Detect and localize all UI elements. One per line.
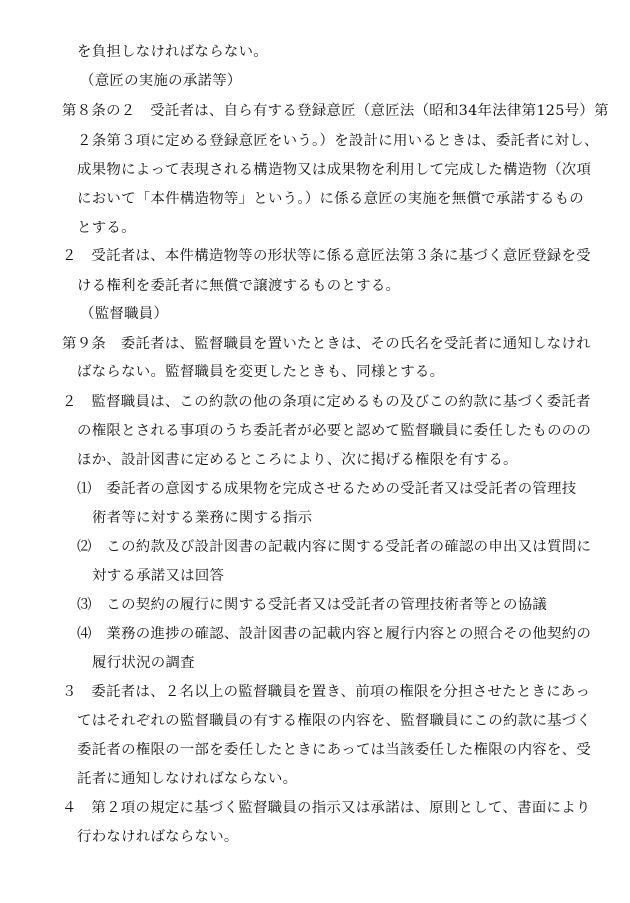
list-item-line: ⑵ この約款及び設計図書の記載内容に関する受託者の確認の申出又は質問に [77, 539, 592, 555]
paragraph-line: ２ 監督職員は、この約款の他の条項に定めるもの及びこの約款に基づく委託者 [62, 394, 591, 410]
text-line: 術者等に対する業務に関する指示 [92, 510, 313, 526]
text-line: 行わなければならない。 [77, 829, 239, 845]
text-line: 委託者の権限の一部を委任したときにあっては当該委任した権限の内容を、受 [77, 742, 592, 758]
list-item-line: ⑷ 業務の進捗の確認、設計図書の記載内容と履行内容との照合その他契約の [77, 626, 592, 642]
text-line: ほか、設計図書に定めるところにより、次に掲げる権限を有する。 [77, 452, 518, 468]
paragraph-line: ２ 受託者は、本件構造物等の形状等に係る意匠法第３条に基づく意匠登録を受 [62, 248, 591, 264]
text-line: を負担しなければならない。 [77, 44, 268, 60]
list-item-line: ⑶ この契約の履行に関する受託者又は受託者の管理技術者等との協議 [77, 597, 548, 613]
text-line: とする。 [77, 220, 136, 236]
list-item-line: ⑴ 委託者の意図する成果物を完成させるための受託者又は受託者の管理技 [77, 481, 577, 497]
paragraph-line: ３ 委託者は、２名以上の監督職員を置き、前項の権限を分担させたときにあっ [62, 684, 591, 700]
text-line: の権限とされる事項のうち委託者が必要と認めて監督職員に委任したもののの [77, 423, 592, 439]
article-line: 第８条の２ 受託者は、自ら有する登録意匠（意匠法（昭和34年法律第125号）第 [62, 103, 609, 119]
text-line: 託者に通知しなければならない。 [77, 771, 298, 787]
text-line: ばならない。監督職員を変更したときも、同様とする。 [77, 364, 445, 380]
article-line: 第９条 委託者は、監督職員を置いたときは、その氏名を受託者に通知しなけれ [62, 336, 591, 352]
text-line: において「本件構造物等」という。）に係る意匠の実施を無償で承諾するもの [77, 191, 584, 207]
text-line: 成果物によって表現される構造物又は成果物を利用して完成した構造物（次項 [77, 162, 592, 178]
paragraph-line: ４ 第２項の規定に基づく監督職員の指示又は承諾は、原則として、書面により [62, 800, 591, 816]
section-heading: （監督職員） [80, 306, 169, 322]
text-line: 履行状況の調査 [92, 655, 195, 671]
section-heading: （意匠の実施の承諾等） [80, 73, 242, 89]
text-line: てはそれぞれの監督職員の有する権限の内容を、監督職員にこの約款に基づく [77, 713, 592, 729]
text-line: 対する承諾又は回答 [92, 568, 225, 584]
text-line: ける権利を委託者に無償で譲渡するものとする。 [77, 278, 401, 294]
text-line: ２条第３項に定める登録意匠をいう。）を設計に用いるときは、委託者に対し、 [77, 133, 599, 149]
